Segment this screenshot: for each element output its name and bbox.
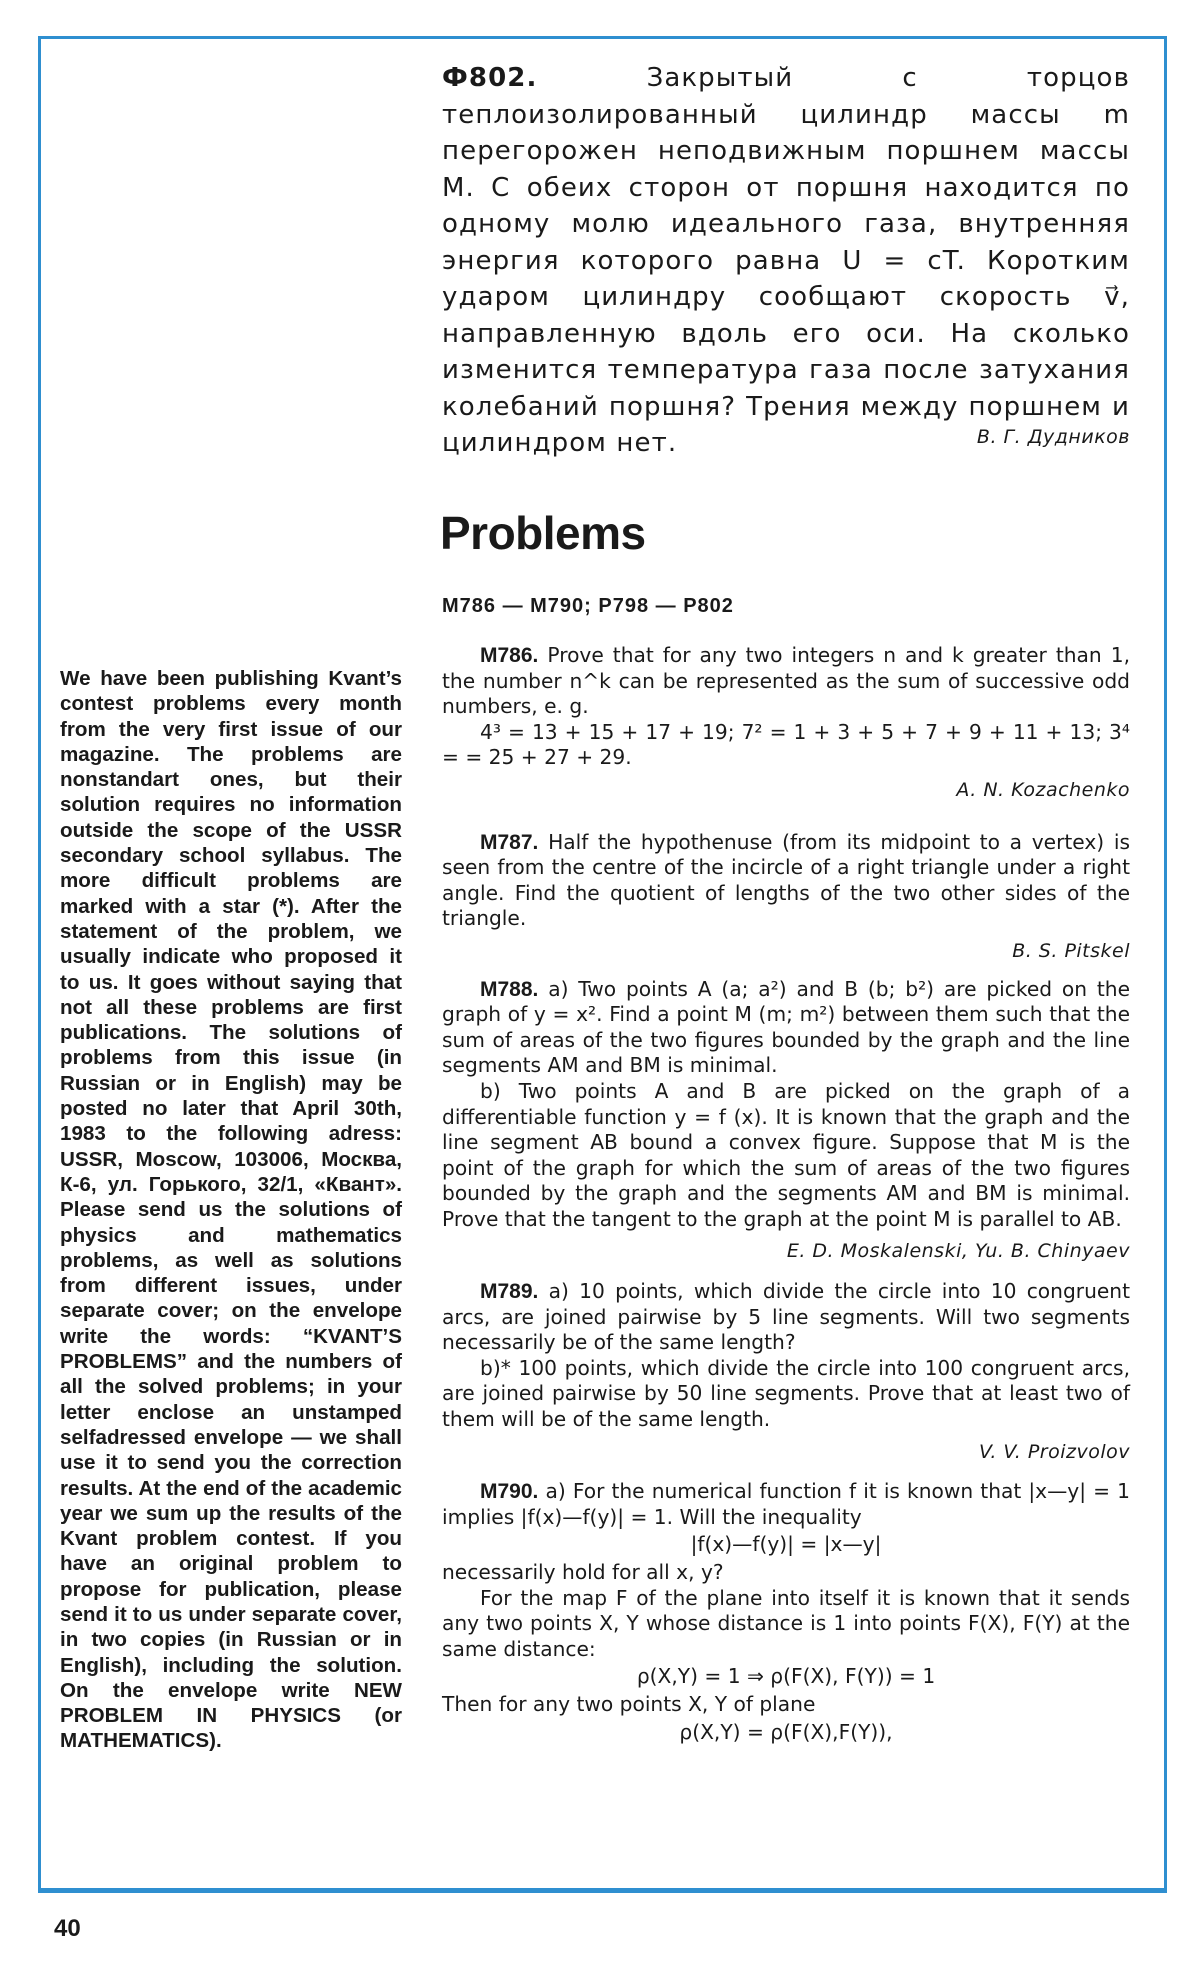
problem-part-a: a) For the numerical function f it is known that |x—y| = 1 implies |f(x)—f(y)| = 1. Will the inequality (442, 1479, 1131, 1529)
problem-text: Закрытый с торцов теплоизолированный цилиндр массы m перегорожен неподвижным поршнем массы M. С обеих сторон от поршня находится по одному молю идеального газа, внутренняя энергия которого равна U = cT. Коротким ударом цилиндру сообщают скорость v⃗, направленную вдоль его оси. На сколько изменится температура газа после затухания колебаний поршня? Трения между поршнем и цилиндром нет. (442, 63, 1130, 458)
formula: ρ(X,Y) = ρ(F(X),F(Y)), (679, 1719, 893, 1744)
problem-text: Half the hypothenuse (from its midpoint to a vertex) is seen from the centre of the incircle of a right triangle under a right angle. Find the quotient of lengths of the two other sides of the triangle. (442, 829, 1130, 931)
problems-list (442, 643, 1130, 1747)
problem-m789 (442, 1279, 1130, 1465)
problem-text: Prove that for any two integers n and k greater than 1, the number n^k can be represented as the sum of successive odd numbers, e. g. (442, 643, 1130, 719)
problem-number: M787. (480, 830, 539, 854)
problem-text: necessarily hold for all x, y? (442, 1560, 724, 1584)
problem-m787 (442, 830, 1130, 965)
problem-author: A. N. Kozachenko (956, 778, 1130, 801)
intro-text: We have been publishing Kvant’s contest problems every month from the very first issue of our magazine. The problems are nonstandart ones, but their solution requires no information outside the scope of the USSR secondary school syllabus. The more difficult problems are marked with a star (*). After the statement of the problem, we usually indicate who proposed it to us. It goes without saying that not all these problems are first publications. The solutions of problems from this issue (in Russian or in English) may be posted no later that April 30th, 1983 to the following adress: USSR, Moscow, 103006, Москва, К-6, ул. Горького, 32/1, «Квант». Please send us the solutions of physics and mathematics problems, as well as solutions from different issues, under separate cover; on the envelope write the words: “KVANT’S PROBLEMS” and the numbers of all the solved problems; in your letter enclose an unstamped selfadressed envelope — we shall use it to send you the correction results. At the end of the academic year we sum up the results of the Kvant problem contest. If you have an original problem to propose for publication, please send it to us under separate cover, in two copies (in Russian or in English), including the solution. On the envelope write NEW PROBLEM IN PHYSICS (or MATHEMATICS). (60, 667, 402, 1753)
problem-number: M790. (480, 1480, 539, 1504)
bottom-rule (38, 1888, 1167, 1893)
problem-text: For the map F of the plane into itself it is known that it sends any two points X, Y whose distance is 1 into points F(X), F(Y) at the same distance: (442, 1585, 1130, 1661)
section-heading: Problems (440, 507, 646, 559)
problem-author: В. Г. Дудников (976, 426, 1130, 448)
problem-author: B. S. Pitskel (1012, 939, 1130, 962)
problem-m790 (442, 1479, 1130, 1745)
formula: |f(x)—f(y)| = |x—y| (690, 1532, 882, 1557)
problem-number: M789. (480, 1280, 539, 1304)
section-subheading: M786 — M790; P798 — P802 (442, 595, 734, 617)
problem-part-a: a) 10 points, which divide the circle into 10 congruent arcs, are joined pairwise by 5 line segments. Will two segments necessarily be of the same length? (442, 1279, 1130, 1355)
problem-number: Ф802. (442, 63, 538, 93)
problem-author: E. D. Moskalenski, Yu. B. Chinyaev (786, 1240, 1130, 1263)
problem-part-b: b)* 100 points, which divide the circle into 100 congruent arcs, are joined pairwise by 50 line segments. Prove that at least two of them will be of the same length. (442, 1355, 1130, 1432)
problem-part-a: a) Two points A (a; a²) and B (b; b²) are picked on the graph of y = x². Find a point M (m; m²) between them such that the sum of areas of the two figures bounded by the graph and the line segments AM and BM is minimal. (442, 976, 1130, 1078)
problem-number: M788. (480, 977, 539, 1001)
problem-number: M786. (480, 644, 539, 667)
formula: ρ(X,Y) = 1 ⇒ ρ(F(X), F(Y)) = 1 (636, 1664, 936, 1689)
problem-author: V. V. Proizvolov (979, 1440, 1130, 1463)
problem-m786 (442, 643, 1130, 804)
problem-f802 (442, 60, 1130, 462)
problem-part-b: b) Two points A and B are picked on the graph of a differentiable function y = f (x). It is known that the graph and the line segment AB bound a convex figure. Suppose that M is the point of the graph for which the sum of areas of the two figures bounded by the graph and the segments AM and BM is minimal. Prove that the tangent to the graph at the point M is parallel to AB. (442, 1078, 1130, 1231)
problem-m788 (442, 977, 1130, 1266)
problem-example: 4³ = 13 + 15 + 17 + 19; 7² = 1 + 3 + 5 + 7 + 9 + 11 + 13; 3⁴ = = 25 + 27 + 29. (442, 719, 1130, 770)
problem-text: Then for any two points X, Y of plane (442, 1691, 816, 1716)
page-number: 40 (54, 1915, 81, 1942)
